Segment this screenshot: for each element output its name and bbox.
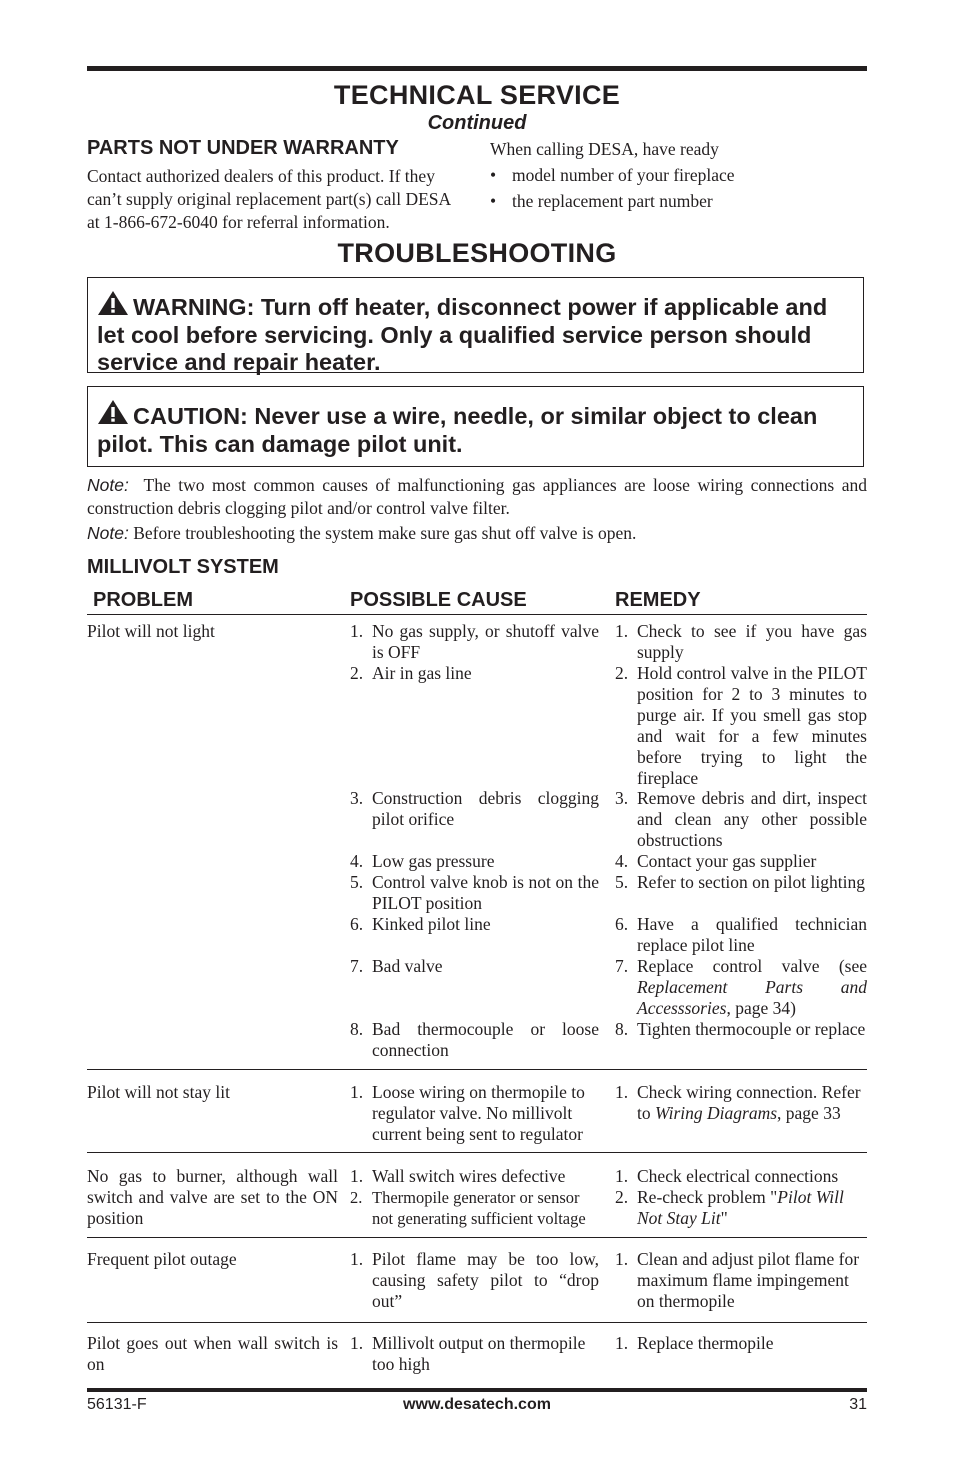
bullet-text: the replacement part number: [512, 191, 713, 211]
parts-text: Contact authorized dealers of this product. If they can’t supply original replacement part(s) call DESA at 1-866-672-6040 for referral information.: [87, 166, 451, 232]
remedy-text: Check wiring connection. Refer to: [637, 1082, 861, 1123]
note-label: Note:: [87, 475, 129, 495]
caution-box: [87, 386, 864, 467]
bullet-icon: •: [490, 165, 497, 185]
remedy-quote: ": [720, 1208, 728, 1228]
cause-text: Pilot flame may be too low, causing safety pilot to “drop out”: [372, 1249, 599, 1311]
warning-triangle-icon: [97, 290, 129, 316]
row-divider: [87, 1152, 867, 1153]
remedy-num: 1.: [615, 621, 629, 641]
remedy-text: Clean and adjust pilot flame for maximum flame impingement on thermopile: [637, 1249, 860, 1311]
remedy-item: [615, 621, 867, 663]
cause-text: Bad valve: [372, 956, 443, 976]
remedy-num: 1.: [615, 1166, 629, 1186]
cause-num: 1.: [350, 621, 364, 641]
cause-num: 2.: [350, 663, 364, 683]
remedy-reference: Wiring Diagrams: [655, 1103, 778, 1123]
cause-text: Bad thermocouple or loose connection: [372, 1019, 599, 1060]
table-row-problem: Pilot will not light: [87, 621, 215, 641]
cause-num: 7.: [350, 956, 364, 976]
note-text: Before troubleshooting the system make sure gas shut off valve is open.: [133, 523, 637, 543]
troubleshooting-title: TROUBLESHOOTING: [337, 238, 617, 268]
row-divider: [87, 1322, 867, 1323]
cause-item: [350, 1166, 599, 1187]
cause-item: [350, 956, 599, 977]
cause-item: [350, 1019, 599, 1061]
remedy-num: 1.: [615, 1333, 629, 1353]
remedy-num: 2.: [615, 1187, 629, 1207]
remedy-item: [615, 956, 867, 1019]
cause-text: Millivolt output on thermopile too high: [372, 1333, 586, 1374]
cause-text: Wall switch wires defective: [372, 1166, 566, 1186]
remedy-item: [615, 1249, 867, 1312]
remedy-item: [615, 851, 867, 872]
remedy-text: Contact your gas supplier: [637, 851, 817, 871]
remedy-item: [615, 872, 867, 893]
website-link[interactable]: www.desatech.com: [403, 1396, 551, 1413]
remedy-text: Remove debris and dirt, inspect and clean any other possible obstructions: [637, 788, 867, 850]
remedy-text: Refer to section on pilot lighting: [637, 872, 865, 892]
millivolt-heading: MILLIVOLT SYSTEM: [87, 556, 279, 578]
remedy-text: Tighten thermocouple or replace: [637, 1019, 866, 1039]
table-row-problem: Pilot goes out when wall switch is on: [87, 1333, 338, 1374]
cause-num: 6.: [350, 914, 364, 934]
bullet-icon: •: [490, 191, 497, 211]
remedy-num: 8.: [615, 1019, 629, 1039]
remedy-text: Have a qualified technician replace pilot line: [637, 914, 867, 955]
calling-list: [490, 164, 860, 213]
calling-bullet: [490, 190, 860, 213]
cause-item: [350, 1187, 599, 1229]
remedy-text: Check to see if you have gas supply: [637, 621, 867, 662]
remedy-item: [615, 914, 867, 956]
section-subtitle: Continued: [427, 112, 527, 134]
remedy-text: Hold control valve in the PILOT position for 2 to 3 minutes to purge air. If you smell gas stop and wait for a few minutes before trying to light the fireplace: [637, 663, 867, 788]
cause-num: 5.: [350, 872, 364, 892]
calling-bullet: [490, 164, 860, 187]
cause-text: Air in gas line: [372, 663, 472, 683]
remedy-item: [615, 1166, 867, 1187]
remedy-page: , page 34): [726, 998, 796, 1018]
note-1: [87, 474, 867, 520]
table-row-problem: Frequent pilot outage: [87, 1249, 237, 1269]
calling-intro: When calling DESA, have ready: [490, 139, 719, 159]
cause-item: [350, 872, 599, 914]
remedy-num: 7.: [615, 956, 629, 976]
note-text: The two most common causes of malfunctioning gas appliances are loose wiring connections and construction debris clogging pilot and/or control valve filter.: [87, 475, 868, 518]
cause-num: 1.: [350, 1333, 364, 1353]
note-label: Note:: [87, 523, 129, 543]
cause-text: Construction debris clogging pilot orifice: [372, 788, 599, 829]
parts-heading: PARTS NOT UNDER WARRANTY: [87, 137, 399, 159]
bottom-rule: [87, 1388, 867, 1392]
remedy-num: 2.: [615, 663, 629, 683]
remedy-num: 1.: [615, 1082, 629, 1102]
remedy-reference: Replacement Parts and Accesssories: [637, 977, 867, 1018]
remedy-item: [615, 1187, 867, 1229]
doc-number: 56131-F: [87, 1396, 147, 1413]
cause-num: 2.: [350, 1188, 363, 1207]
remedy-item: [615, 1082, 867, 1124]
cause-item: [350, 1333, 599, 1375]
section-title: TECHNICAL SERVICE: [333, 80, 621, 110]
cause-num: 3.: [350, 788, 364, 808]
cause-text: No gas supply, or shutoff valve is OFF: [372, 621, 599, 662]
note-2: [87, 522, 867, 545]
cause-item: [350, 663, 599, 684]
col-header-remedy: REMEDY: [615, 589, 701, 611]
remedy-item: [615, 1333, 867, 1354]
col-header-cause: POSSIBLE CAUSE: [350, 589, 527, 611]
warning-text: WARNING: Turn off heater, disconnect power if applicable and let cool before servicing. Only a qualified service person should service and repair heater.: [97, 294, 828, 375]
table-row-problem: No gas to burner, although wall switch and valve are set to the ON position: [87, 1166, 338, 1228]
page-number: 31: [849, 1396, 867, 1413]
table-header-rule: [87, 614, 867, 615]
row-divider: [87, 1069, 867, 1070]
cause-num: 1.: [350, 1166, 364, 1186]
remedy-num: 6.: [615, 914, 629, 934]
cause-text: Kinked pilot line: [372, 914, 491, 934]
cause-item: [350, 788, 599, 830]
cause-item: [350, 1082, 599, 1145]
warning-triangle-icon: [97, 399, 129, 425]
bullet-text: model number of your fireplace: [512, 165, 735, 185]
cause-item: [350, 851, 599, 872]
cause-num: 8.: [350, 1019, 364, 1039]
cause-num: 4.: [350, 851, 364, 871]
col-header-problem: PROBLEM: [93, 589, 193, 611]
caution-text-wrap: [88, 387, 863, 458]
warning-text-wrap: [88, 278, 863, 377]
row-divider: [87, 1237, 867, 1238]
top-rule: [87, 66, 867, 71]
cause-num: 1.: [350, 1082, 364, 1102]
remedy-page: , page 33: [777, 1103, 841, 1123]
remedy-num: 5.: [615, 872, 629, 892]
cause-item: [350, 621, 599, 663]
cause-text: Control valve knob is not on the PILOT position: [372, 872, 599, 913]
remedy-item: [615, 788, 867, 851]
cause-item: [350, 914, 599, 935]
remedy-num: 1.: [615, 1249, 629, 1269]
remedy-item: [615, 1019, 867, 1040]
remedy-num: 3.: [615, 788, 629, 808]
remedy-text: Replace control valve (see: [637, 956, 867, 976]
cause-text: Low gas pressure: [372, 851, 495, 871]
cause-text: Loose wiring on thermopile to regulator valve. No millivolt current being sent to regulator: [372, 1082, 585, 1144]
remedy-reference: Pilot Will Not Stay Lit: [637, 1187, 844, 1228]
remedy-text: Check electrical connections: [637, 1166, 839, 1186]
remedy-text: Re-check problem ": [637, 1187, 778, 1207]
remedy-item: [615, 663, 867, 789]
caution-text: CAUTION: Never use a wire, needle, or similar object to clean pilot. This can damage pilot unit.: [97, 403, 818, 457]
table-row-problem: Pilot will not stay lit: [87, 1082, 230, 1102]
remedy-num: 4.: [615, 851, 629, 871]
cause-item: [350, 1249, 599, 1312]
cause-num: 1.: [350, 1249, 364, 1269]
cause-text: Thermopile generator or sensor not generating sufficient voltage: [372, 1188, 586, 1228]
warning-box: [87, 277, 864, 373]
remedy-text: Replace thermopile: [637, 1333, 774, 1353]
